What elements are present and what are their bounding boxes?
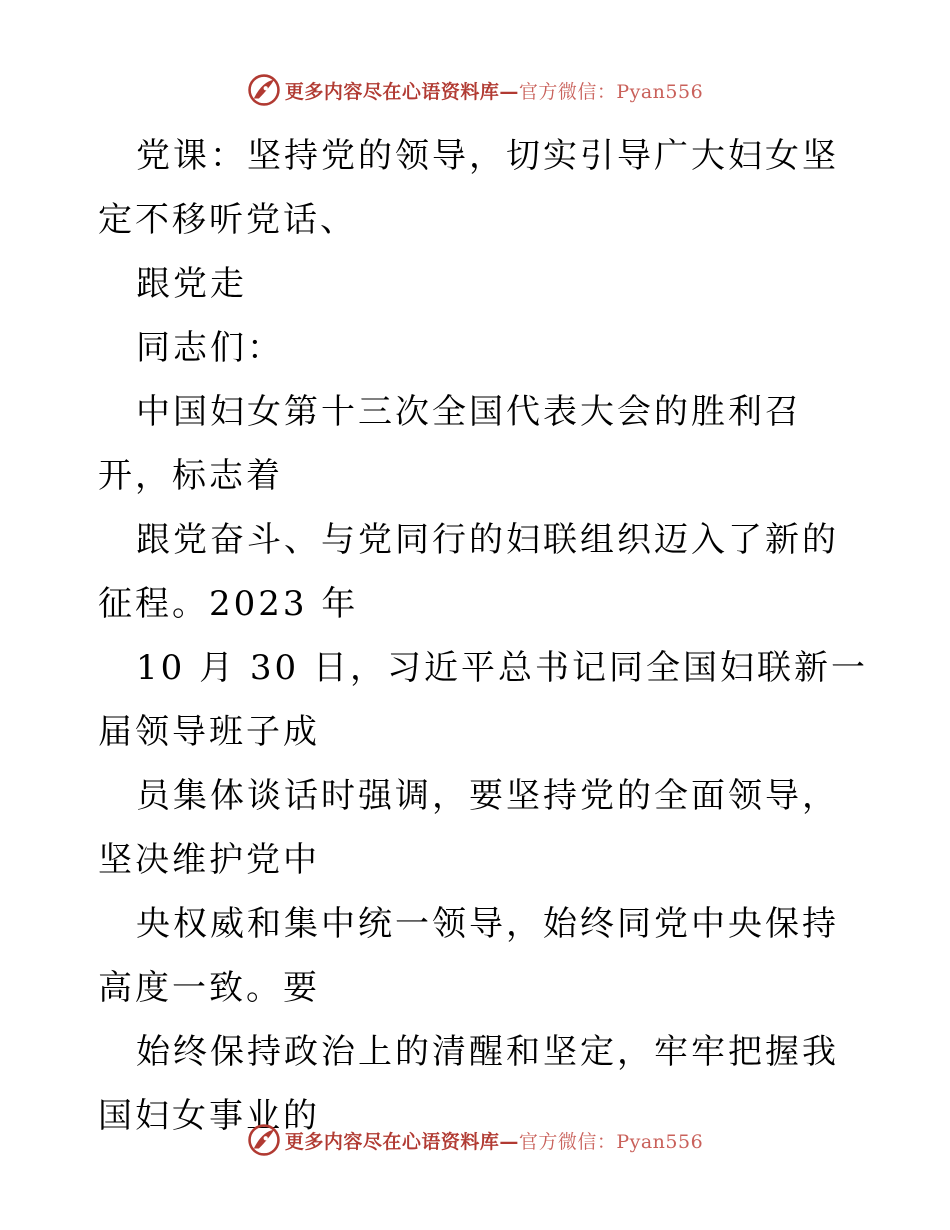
paragraph: 跟党走: [136, 264, 247, 304]
footer-watermark: [0, 1120, 950, 1160]
paragraph: 员集体谈话时强调，要坚持党的全面领导，坚决维护党中: [98, 776, 839, 880]
paragraph: 中国妇女第十三次全国代表大会的胜利召开，标志着: [98, 392, 802, 496]
paragraph: 同志们：: [136, 328, 284, 368]
paragraph: 10 月 30 日，习近平总书记同全国妇联新一届领导班子成: [98, 648, 868, 752]
paragraph: 央权威和集中统一领导，始终同党中央保持高度一致。要: [98, 904, 839, 1008]
paragraph: 始终保持政治上的清醒和坚定，牢牢把握我国妇女事业的: [98, 1032, 839, 1136]
paragraph: 跟党奋斗、与党同行的妇联组织迈入了新的征程。2023 年: [98, 520, 839, 624]
pen-nib-logo-icon: [247, 73, 281, 107]
paragraph: 党课：坚持党的领导，切实引导广大妇女坚定不移听党话、: [98, 136, 839, 240]
pen-nib-logo-icon: [247, 1123, 281, 1157]
watermark-text: 更多内容尽在心语资料库—官方微信：Pyan556: [284, 1130, 704, 1153]
header-watermark: [0, 70, 950, 110]
document-body: [98, 124, 868, 1148]
watermark-text: 更多内容尽在心语资料库—官方微信：Pyan556: [284, 80, 704, 103]
